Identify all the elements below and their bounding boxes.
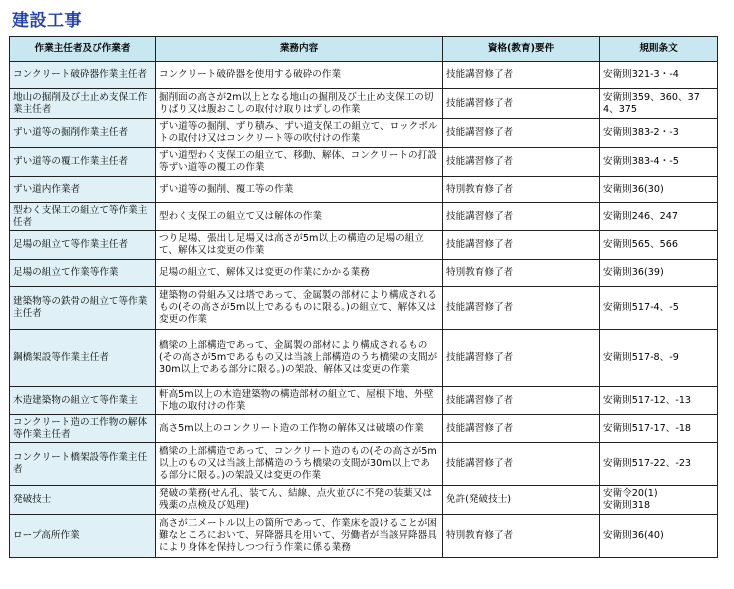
- table-row: [10, 515, 718, 558]
- regulation-cell: 安衛則517-4、-5: [600, 287, 718, 330]
- table-row: [10, 177, 718, 203]
- table-row: [10, 119, 718, 148]
- worker-cell: ずい道等の覆工作業主任者: [10, 148, 156, 177]
- table-row: [10, 415, 718, 443]
- qualification-cell: 特別教育修了者: [443, 177, 600, 203]
- table-row: [10, 387, 718, 415]
- task-cell: 高さが二メートル以上の箇所であって、作業床を設けることが困難なところにおいて、昇降器具を用いて、労働者が当該昇降器具により身体を保持しつつ行う作業に係る業務: [156, 515, 443, 558]
- worker-cell: 地山の掘削及び土止め支保工作業主任者: [10, 89, 156, 119]
- table-row: [10, 486, 718, 515]
- worker-cell: 型わく支保工の組立て等作業主任者: [10, 203, 156, 231]
- header-qualification: 資格(教育)要件: [443, 37, 600, 62]
- task-cell: 橋梁の上部構造であって、金属製の部材により構成されるもの(その高さが5mであるもの又は当該上部構造のうち橋梁の支間が30m以上である部分に限る。)の架設、解体又は変更の作業: [156, 330, 443, 387]
- qualification-cell: 技能講習修了者: [443, 203, 600, 231]
- task-cell: 建築物の骨組み又は塔であって、金属製の部材により構成されるもの(その高さが5m以上であるものに限る。)の組立て、解体又は変更の作業: [156, 287, 443, 330]
- table-row: [10, 203, 718, 231]
- task-cell: 発破の業務(せん孔、装てん、結線、点火並びに不発の装薬又は残薬の点検及び処理): [156, 486, 443, 515]
- worker-cell: ずい道内作業者: [10, 177, 156, 203]
- page-title: 建設工事: [12, 11, 82, 31]
- table-row: [10, 330, 718, 387]
- table-body: [10, 62, 718, 558]
- worker-cell: コンクリート破砕器作業主任者: [10, 62, 156, 89]
- qualification-cell: 技能講習修了者: [443, 148, 600, 177]
- regulation-cell: 安衛則565、566: [600, 231, 718, 260]
- qualification-cell: 技能講習修了者: [443, 231, 600, 260]
- qualification-cell: 技能講習修了者: [443, 62, 600, 89]
- table-row: [10, 287, 718, 330]
- regulation-cell: 安衛則36(30): [600, 177, 718, 203]
- table-header-row: [10, 37, 718, 62]
- worker-cell: 木造建築物の組立て等作業主: [10, 387, 156, 415]
- task-cell: ずい道等の掘削、ずり積み、ずい道支保工の組立て、ロックボルトの取付け又はコンクリート等の吹付けの作業: [156, 119, 443, 148]
- regulation-cell: 安衛則246、247: [600, 203, 718, 231]
- qualification-cell: 技能講習修了者: [443, 415, 600, 443]
- regulation-cell: 安衛則517-8、-9: [600, 330, 718, 387]
- qualification-cell: 技能講習修了者: [443, 89, 600, 119]
- regulation-cell: 安衛則359、360、374、375: [600, 89, 718, 119]
- regulation-cell: 安衛則383-4・-5: [600, 148, 718, 177]
- table-row: [10, 89, 718, 119]
- regulation-table: [9, 36, 718, 558]
- task-cell: 高さ5m以上のコンクリート造の工作物の解体又は破壊の作業: [156, 415, 443, 443]
- table-row: [10, 231, 718, 260]
- worker-cell: ロープ高所作業: [10, 515, 156, 558]
- worker-cell: 足場の組立て等作業主任者: [10, 231, 156, 260]
- regulation-cell: 安衛則383-2・-3: [600, 119, 718, 148]
- regulation-cell: 安衛則517-22、-23: [600, 443, 718, 486]
- worker-cell: コンクリート橋架設等作業主任者: [10, 443, 156, 486]
- regulation-cell: 安衛則36(39): [600, 260, 718, 287]
- table-row: [10, 260, 718, 287]
- worker-cell: 建築物等の鉄骨の組立て等作業主任者: [10, 287, 156, 330]
- worker-cell: 足場の組立て作業等作業: [10, 260, 156, 287]
- table-row: [10, 148, 718, 177]
- header-task: 業務内容: [156, 37, 443, 62]
- regulation-cell: 安衛則321-3・-4: [600, 62, 718, 89]
- qualification-cell: 特別教育修了者: [443, 260, 600, 287]
- table-row: [10, 62, 718, 89]
- worker-cell: コンクリート造の工作物の解体等作業主任者: [10, 415, 156, 443]
- qualification-cell: 特別教育修了者: [443, 515, 600, 558]
- regulation-cell: 安衛令20(1) 安衛則318: [600, 486, 718, 515]
- header-regulation: 規則条文: [600, 37, 718, 62]
- task-cell: 橋梁の上部構造であって、コンクリート造のもの(その高さが5m以上のもの又は当該上部構造のうち橋梁の支間が30m以上である部分に限る。)の架設又は変更の作業: [156, 443, 443, 486]
- qualification-cell: 技能講習修了者: [443, 119, 600, 148]
- qualification-cell: 技能講習修了者: [443, 387, 600, 415]
- task-cell: 型わく支保工の組立て又は解体の作業: [156, 203, 443, 231]
- task-cell: つり足場、張出し足場又は高さが5m以上の構造の足場の組立て、解体又は変更の作業: [156, 231, 443, 260]
- worker-cell: 鋼橋架設等作業主任者: [10, 330, 156, 387]
- task-cell: 足場の組立て、解体又は変更の作業にかかる業務: [156, 260, 443, 287]
- task-cell: 軒高5m以上の木造建築物の構造部材の組立て、屋根下地、外壁下地の取付けの作業: [156, 387, 443, 415]
- task-cell: コンクリート破砕器を使用する破砕の作業: [156, 62, 443, 89]
- qualification-cell: 技能講習修了者: [443, 330, 600, 387]
- regulation-cell: 安衛則517-17、-18: [600, 415, 718, 443]
- regulation-cell: 安衛則517-12、-13: [600, 387, 718, 415]
- task-cell: 掘削面の高さが2m以上となる地山の掘削及び土止め支保工の切りばり又は腹おこしの取付け取りはずしの作業: [156, 89, 443, 119]
- worker-cell: 発破技士: [10, 486, 156, 515]
- task-cell: ずい道型わく支保工の組立て、移動、解体、コンクリートの打設等ずい道等の覆工の作業: [156, 148, 443, 177]
- qualification-cell: 技能講習修了者: [443, 287, 600, 330]
- worker-cell: ずい道等の掘削作業主任者: [10, 119, 156, 148]
- qualification-cell: 技能講習修了者: [443, 443, 600, 486]
- regulation-cell: 安衛則36(40): [600, 515, 718, 558]
- header-worker: 作業主任者及び作業者: [10, 37, 156, 62]
- table-row: [10, 443, 718, 486]
- task-cell: ずい道等の掘削、覆工等の作業: [156, 177, 443, 203]
- qualification-cell: 免許(発破技士): [443, 486, 600, 515]
